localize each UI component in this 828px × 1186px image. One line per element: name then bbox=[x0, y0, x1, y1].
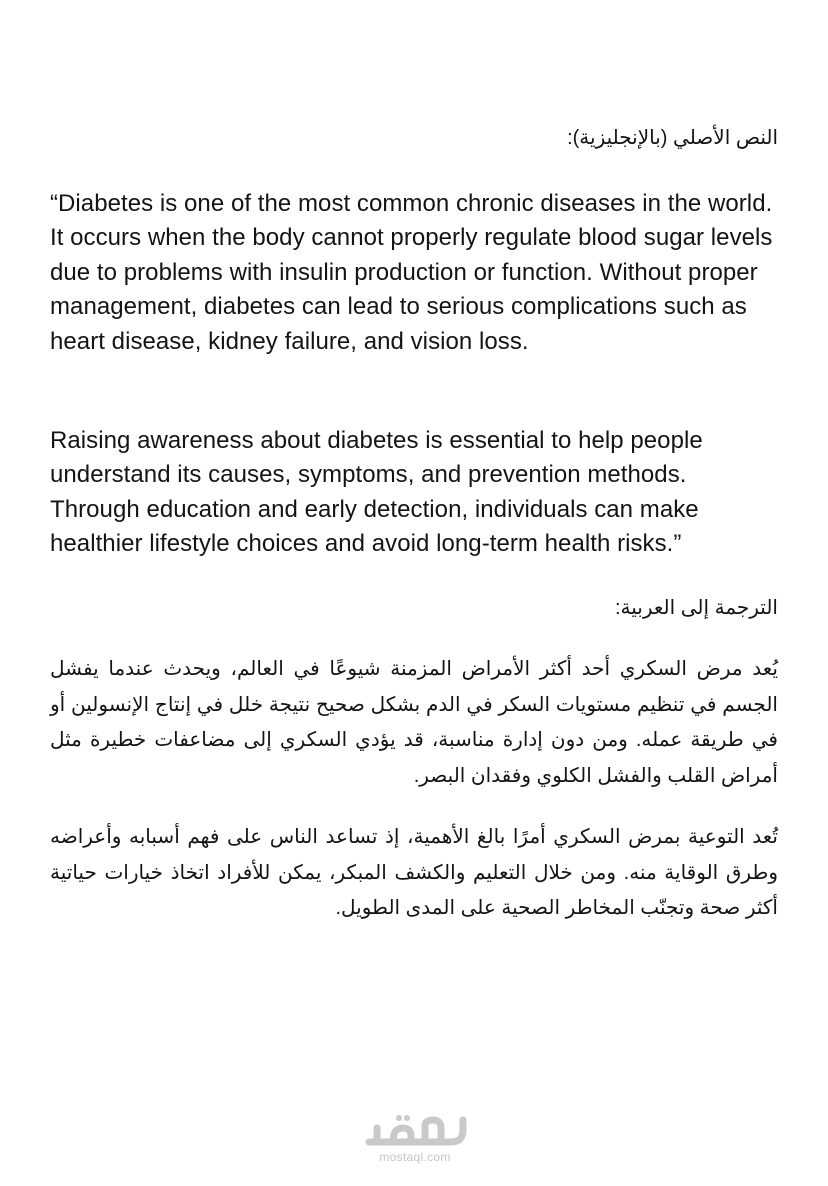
translation-heading: الترجمة إلى العربية: bbox=[614, 597, 778, 619]
watermark-domain: mostaql.com bbox=[379, 1150, 451, 1164]
original-paragraph-2: Raising awareness about diabetes is essential to help people understand its causes, symptoms, and prevention methods. Through education and early detection, individuals can make healthier lifestyle choices and avoid long-term health risks.” bbox=[50, 427, 703, 558]
mostaql-logo-icon bbox=[355, 1112, 475, 1152]
translation-paragraph-2: تُعد التوعية بمرض السكري أمرًا بالغ الأهمية، إذ تساعد الناس على فهم أسبابه وأعراضه وطرق الوقاية منه. ومن خلال التعليم والكشف المبكر، يمكن للأفراد اتخاذ خيارات حياتية أكثر صحة وتجنّب المخاطر الصحية على المدى الطويل. bbox=[50, 826, 778, 919]
mostaql-watermark bbox=[355, 1112, 475, 1166]
original-paragraph-1: “Diabetes is one of the most common chronic diseases in the world. It occurs when the body cannot properly regulate blood sugar levels due to problems with insulin production or function. Without proper management, diabetes can lead to serious complications such as heart disease, kidney failure, and vision loss. bbox=[50, 190, 773, 355]
original-text-heading: النص الأصلي (بالإنجليزية): bbox=[567, 127, 778, 149]
translation-paragraph-1: يُعد مرض السكري أحد أكثر الأمراض المزمنة شيوعًا في العالم، ويحدث عندما يفشل الجسم في تنظيم مستويات السكر في الدم بشكل صحيح نتيجة خلل في إنتاج الإنسولين أو في طريقة عمله. ومن دون إدارة مناسبة، قد يؤدي السكري إلى مضاعفات خطيرة مثل أمراض القلب والفشل الكلوي وفقدان البصر. bbox=[50, 658, 778, 787]
